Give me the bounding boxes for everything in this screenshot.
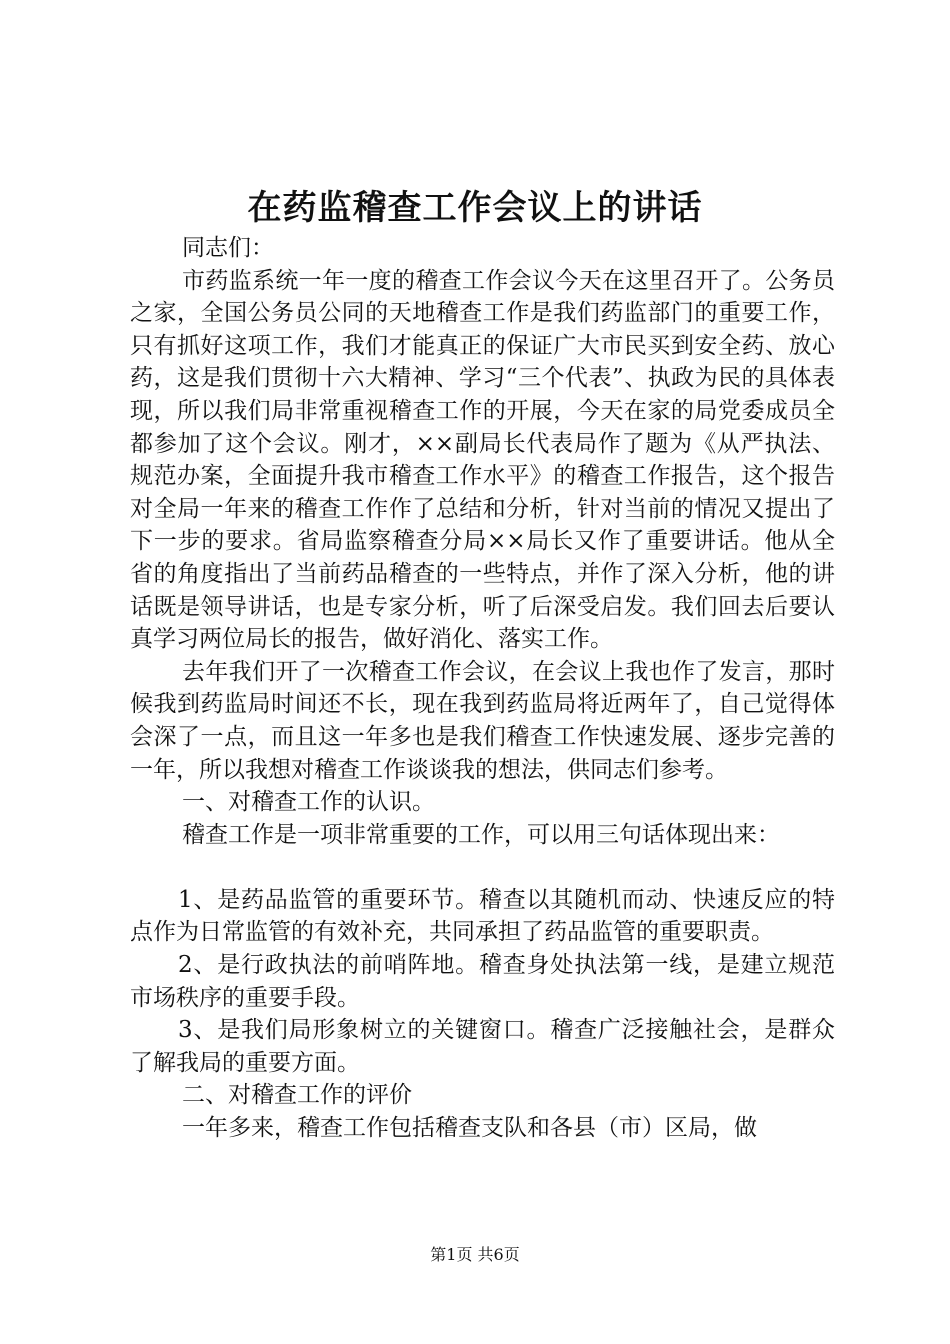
document-body [130, 232, 835, 1145]
list-item-2: 2、是行政执法的前哨阵地。稽查身处执法第一线，是建立规范市场秩序的重要手段。 [130, 952, 835, 1011]
paragraph-three-points: 稽查工作是一项非常重要的工作，可以用三句话体现出来： [182, 821, 780, 848]
section-heading-1: 一、对稽查工作的认识。 [182, 789, 435, 816]
page-footer: 第1页 共6页 [430, 1245, 520, 1264]
list-item-3: 3、是我们局形象树立的关键窗口。稽查广泛接触社会，是群众了解我局的重要方面。 [130, 1017, 835, 1076]
salutation: 同志们： [182, 235, 274, 261]
blank-line [130, 851, 835, 884]
section-heading-2: 二、对稽查工作的评价 [182, 1082, 412, 1109]
paragraph-last-year: 去年我们开了一次稽查工作会议，在会议上我也作了发言，那时候我到药监局时间还不长，现在我到药监局将近两年了，自己觉得体会深了一点，而且这一年多也是我们稽查工作快速发展、逐步完善的一年，所以我想对稽查工作谈谈我的想法，供同志们参考。 [130, 658, 835, 783]
document-title: 在药监稽查工作会议上的讲话 [247, 188, 703, 228]
paragraph-intro: 市药监系统一年一度的稽查工作会议今天在这里召开了。公务员之家，全国公务员公同的天地稽查工作是我们药监部门的重要工作，只有抓好这项工作，我们才能真正的保证广大市民买到安全药、放心药，这是我们贯彻十六大精神、学习“三个代表”、执政为民的具体表现，所以我们局非常重视稽查工作的开展，今天在家的局党委成员全都参加了这个会议。刚才，××副局长代表局作了题为《从严执法、规范办案，全面提升我市稽查工作水平》的稽查工作报告，这个报告对全局一年来的稽查工作作了总结和分析，针对当前的情况又提出了下一步的要求。省局监察稽查分局××局长又作了重要讲话。他从全省的角度指出了当前药品稽查的一些特点，并作了深入分析，他的讲话既是领导讲话，也是专家分析，听了后深受启发。我们回去后要认真学习两位局长的报告，做好消化、落实工作。 [130, 267, 835, 653]
list-item-1: 1、是药品监管的重要环节。稽查以其随机而动、快速反应的特点作为日常监管的有效补充，共同承担了药品监管的重要职责。 [130, 886, 835, 946]
paragraph-section2-start: 一年多来，稽查工作包括稽查支队和各县（市）区局，做 [182, 1115, 757, 1142]
